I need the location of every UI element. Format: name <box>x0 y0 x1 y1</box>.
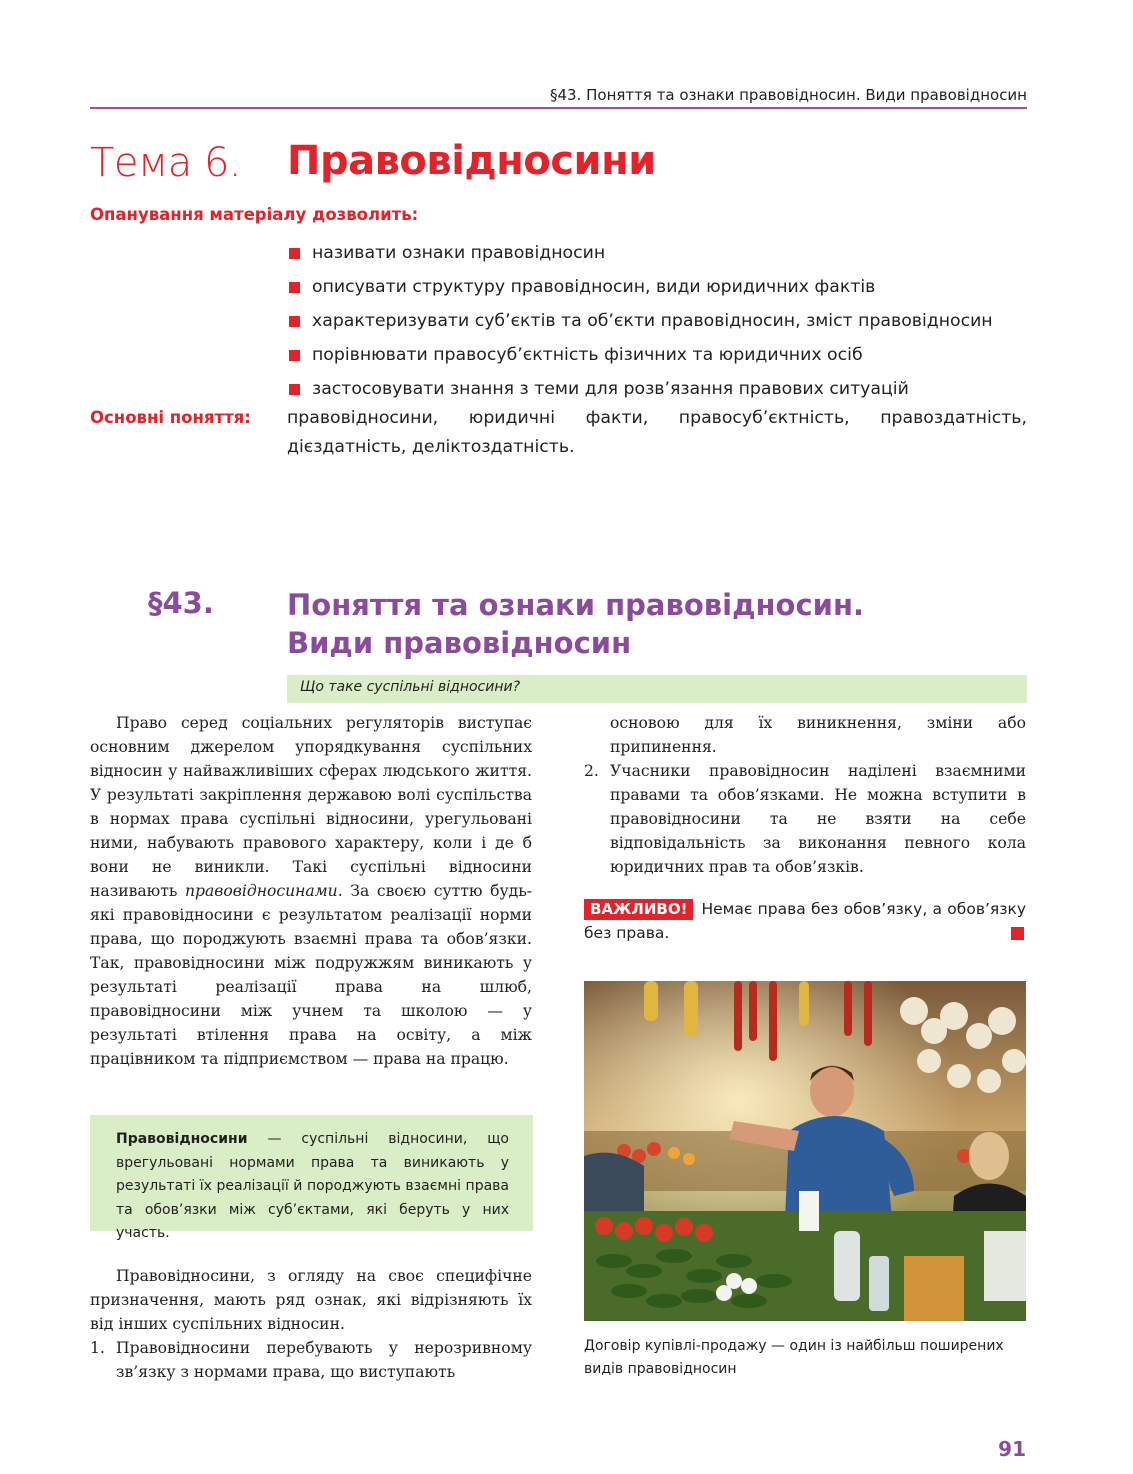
outcome-item <box>287 270 1027 304</box>
paragraph-title-line1: Поняття та ознаки правовідносин. <box>287 588 865 622</box>
list-number: 1. <box>90 1339 105 1357</box>
topic-title: Правовідносини <box>287 138 656 184</box>
photo-caption: Договір купівлі-продажу — один із найбільш поширених видів правовідносин <box>584 1338 1004 1377</box>
concepts-text: правовідносини, юридичні факти, правосуб’єктність, правоздатність, дієздатність, деліктоздатність. <box>287 408 1027 457</box>
list-item-text: основою для їх виникнення, зміни або припинення. <box>610 714 1026 756</box>
features-list <box>90 1336 532 1384</box>
body-paragraph-2 <box>90 1264 532 1384</box>
bullet-square-icon <box>289 384 300 395</box>
question-text: Що таке суспільні відносини? <box>300 679 521 695</box>
outcome-item <box>287 304 1027 338</box>
important-badge: ВАЖЛИВО! <box>584 899 693 920</box>
list-item <box>90 1336 532 1384</box>
market-photo <box>584 981 1026 1321</box>
text-run: Право серед соціальних регуляторів виступає основним джерелом упорядкування суспільних відносин у найважливіших сферах людського життя. У результаті закріплення державою волі суспільства в нормах права суспільні відносини, урегульовані ними, набувають правового характеру, коли і де б вони не виникли. Такі суспільні відносини називають <box>90 714 532 900</box>
outcomes-label: Опанування матеріалу дозволить: <box>90 205 419 224</box>
outcome-item <box>287 338 1027 372</box>
definition-body: — суспільні відносини, що врегульовані нормами права та виникають у результаті їх реалізації й породжують взаємні права та обов’язки між суб’єктами, які беруть у них участь. <box>116 1131 509 1241</box>
bullet-square-icon <box>289 350 300 361</box>
list-item <box>584 759 1026 879</box>
important-note <box>584 897 1026 945</box>
definition-term: Правовідносини <box>116 1131 248 1147</box>
body-right-column <box>584 711 1026 879</box>
outcome-text: називати ознаки правовідносин <box>312 243 606 263</box>
outcome-text: характеризувати суб’єктів та об’єкти правовідносин, зміст правовідносин <box>312 311 993 331</box>
list-item-text: Правовідносини перебувають у нерозривному зв’язку з нормами права, що виступають <box>116 1339 532 1381</box>
outcome-item <box>287 372 1027 406</box>
features-list-continued <box>584 711 1026 879</box>
list-item-continuation <box>584 711 1026 759</box>
outcome-text: порівнювати правосуб’єктність фізичних та юридичних осіб <box>312 345 863 365</box>
list-number: 2. <box>584 762 599 780</box>
outcome-item <box>287 236 1027 270</box>
header-divider <box>90 107 1027 109</box>
outcomes-list <box>287 236 1027 406</box>
paragraph-number: §43. <box>148 586 214 620</box>
paragraph-text: Правовідносини, з огляду на своє специфічне призначення, мають ряд ознак, які відрізняють їх від інших суспільних відносин. <box>90 1267 532 1333</box>
paragraph-title-line2: Види правовідносин <box>287 626 632 660</box>
paragraph-title <box>287 586 1027 662</box>
bullet-square-icon <box>289 316 300 327</box>
term-italic: правовідносинами <box>184 882 338 900</box>
outcome-text: описувати структуру правовідносин, види юридичних фактів <box>312 277 876 297</box>
bullet-square-icon <box>289 282 300 293</box>
bullet-square-icon <box>289 248 300 259</box>
concepts-label: Основні поняття: <box>90 408 251 427</box>
end-mark-icon <box>1011 927 1024 940</box>
definition-text <box>116 1128 509 1246</box>
text-run: . За своєю суттю будь-які правовідносини є результатом реалізації норми права, що породжують взаємні права та обов’язки. Так, правовідносини між подружжям виникають у результаті реалізації права на шлюб, правовідносини між учнем та школою — у результаті втілення права на освіту, а між працівником та підприємством — права на працю. <box>90 882 532 1068</box>
outcome-text: застосовувати знання з теми для розв’язання правових ситуацій <box>312 379 909 399</box>
body-paragraph-1 <box>90 711 532 1071</box>
page-number: 91 <box>998 1437 1026 1461</box>
list-item-text: Учасники правовідносин наділені взаємними правами та обов’язками. Не можна вступити в правовідносини та не взяти на себе відповідальність за виконання певного кола юридичних прав та обов’язків. <box>610 762 1026 876</box>
important-text: Немає права без обов’язку, а обов’язку без права. <box>584 900 1026 942</box>
running-head: §43. Поняття та ознаки правовідносин. Види правовідносин <box>550 86 1027 104</box>
topic-label: Тема 6. <box>90 140 242 186</box>
paragraph-text <box>90 711 532 1071</box>
